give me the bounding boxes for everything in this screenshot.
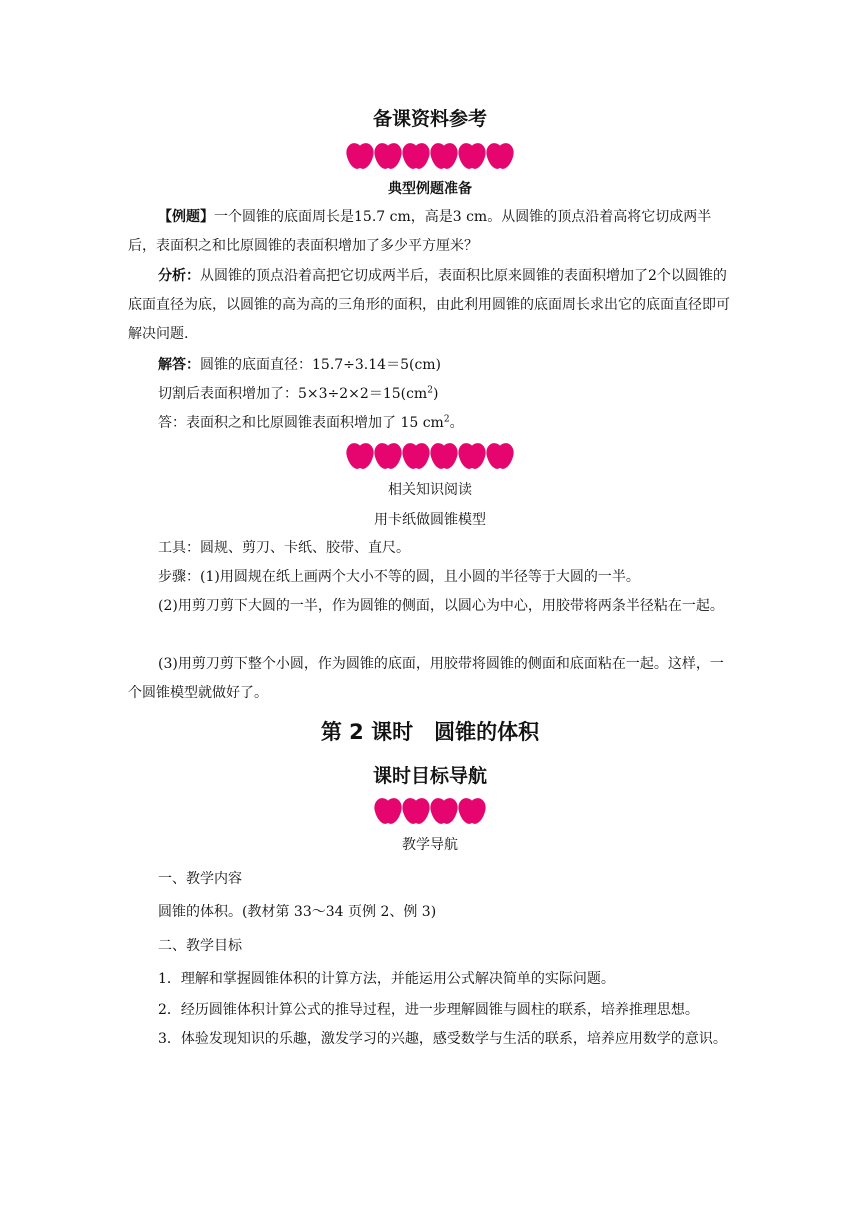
petal-icon	[459, 143, 485, 169]
analysis-text: 从圆锥的顶点沿着高把它切成两半后，表面积比原来圆锥的表面积增加了2个以圆锥的底面直径为底，以圆锥的高为高的三角形的面积，由此利用圆锥的底面周长求出它的底面直径即可解决问题.	[128, 268, 730, 342]
petal-icon	[347, 443, 373, 469]
decorative-petals	[0, 443, 860, 469]
answer-text-3: 答：表面积之和比原圆锥表面积增加了 15 cm	[158, 415, 444, 431]
tools-line: 工具：圆规、剪刀、卡纸、胶带、直尺。	[158, 540, 410, 556]
subheading-teaching: 教学导航	[402, 837, 458, 853]
answer-text-1: 圆锥的底面直径：15.7÷3.14＝5(cm)	[200, 357, 442, 373]
goal-3: 3．体验发现知识的乐趣，激发学习的兴趣，感受数学与生活的联系，培养应用数学的意识。	[158, 1031, 727, 1047]
petal-icon	[375, 143, 401, 169]
section-title: 备课资料参考	[372, 108, 487, 130]
example-label: 【例题】	[158, 209, 214, 225]
petal-icon	[431, 798, 457, 824]
subheading-model: 用卡纸做圆锥模型	[374, 512, 486, 528]
goal-2: 2．经历圆锥体积计算公式的推导过程，进一步理解圆锥与圆柱的联系，培养推理思想。	[158, 1002, 699, 1018]
answer-line-2	[128, 380, 734, 409]
petal-icon	[375, 798, 401, 824]
goal-1: 1．理解和掌握圆锥体积的计算方法，并能运用公式解决简单的实际问题。	[158, 971, 615, 987]
answer-text-3-end: 。	[449, 415, 464, 431]
step-2: (2)用剪刀剪下大圆的一半，作为圆锥的侧面，以圆心为中心，用胶带将两条半径粘在一起。	[158, 598, 724, 614]
subheading-example: 典型例题准备	[388, 181, 472, 197]
petal-icon	[375, 443, 401, 469]
superscript: 2	[427, 385, 433, 396]
answer-line-1	[128, 351, 734, 380]
example-paragraph	[128, 203, 734, 261]
superscript: 2	[443, 414, 450, 425]
answer-line-3	[128, 409, 734, 438]
petal-icon	[431, 143, 457, 169]
analysis-label: 分析：	[158, 268, 200, 284]
subheading-reading: 相关知识阅读	[388, 482, 472, 498]
decorative-petals	[0, 143, 860, 169]
decorative-petals	[0, 798, 860, 824]
answer-text-2-end: )	[432, 386, 439, 402]
example-text: 一个圆锥的底面周长是15.7 cm，高是3 cm。从圆锥的顶点沿着高将它切成两半后，表面积之和比原圆锥的表面积增加了多少平方厘米？	[128, 209, 712, 254]
heading-goals: 二、教学目标	[158, 938, 242, 954]
analysis-paragraph	[128, 262, 734, 349]
answer-text-2: 切割后表面积增加了：5×3÷2×2＝15(cm	[158, 386, 428, 402]
petal-icon	[431, 443, 457, 469]
petal-icon	[487, 443, 513, 469]
lesson-title: 第 2 课时 圆锥的体积	[320, 720, 540, 744]
petal-icon	[487, 143, 513, 169]
nav-title: 课时目标导航	[372, 765, 487, 787]
petal-icon	[403, 143, 429, 169]
heading-content: 一、教学内容	[158, 871, 242, 887]
petal-icon	[347, 143, 373, 169]
step-3: (3)用剪刀剪下整个小圆，作为圆锥的底面，用胶带将圆锥的侧面和底面粘在一起。这样，一个圆锥模型就做好了。	[128, 656, 724, 701]
step-1: 步骤：(1)用圆规在纸上画两个大小不等的圆，且小圆的半径等于大圆的一半。	[158, 569, 640, 585]
petal-icon	[403, 443, 429, 469]
content-text: 圆锥的体积。(教材第 33～34 页例 2、例 3)	[158, 904, 437, 920]
answer-label: 解答：	[158, 357, 200, 373]
petal-icon	[459, 443, 485, 469]
petal-icon	[403, 798, 429, 824]
petal-icon	[459, 798, 485, 824]
